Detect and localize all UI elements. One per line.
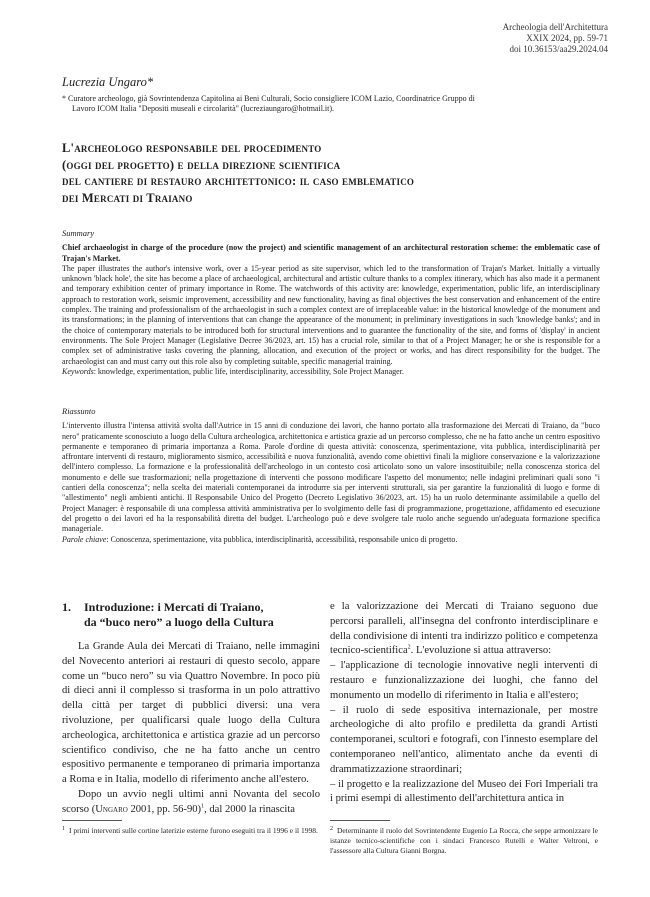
footnote-1 [62,826,320,836]
footnote-divider [62,820,122,821]
footnote-text: I primi interventi sulle cortine laterizie esterne furono eseguiti tra il 1996 e il 1998. [69,826,318,835]
riassunto-heading: Riassunto [62,406,96,416]
summary-text: The paper illustrates the author's intensive work, over a 15-year period as site supervisor, which led to the transformation of Trajan's Market. Initially a virtually unknown 'black hole', the site has become a place of archaeological, architectural and artistic culture thanks to a complex itinerary, which has also made it a permanent and temporary exhibition center of primary importance in Rome. The watchwords of this activity are: knowledge, experimentation, public life, an interdisciplinary approach to restoration work, seismic improvement, accessibility and new functionality, having as final objectives the best conservation and enhancement of the entire complex. The training and professionalism of the archaeologist in such a complex context are of irreplaceable value: in the historical knowledge of the monument and its transformations; in the planning of interventions that can change the appearance of the monument; in preliminary investigations in such 'knowledge banks'; and in the choice of contemporary materials to be introduced both for structural interventions and to guarantee the functionality of the site, and forms of 'display' in ancient environments. The Sole Project Manager (Legislative Decree 36/2023, art. 15) has a crucial role, similar to that of a Project Manager; he or she is responsible for a complex set of administrative tasks covering the planning, allocation, and execution of the project or works, and has direct responsibility for the budget. The archaeologist can and must carry out this role also by completing suitable, specific managerial training. [62,263,600,366]
list-item: – l'applicazione di tecnologie innovative negli interventi di restauro e funzionalizzazione dei luoghi, che fanno del monumento un modello di riferimento in Italia e all'estero; [330,660,598,701]
journal-volume: XXIX 2024, pp. 59-71 [526,33,608,43]
section-title-line: Introduzione: i Mercati di Traiano, [84,600,264,614]
footnote-ref[interactable]: 1 [201,803,205,810]
text-run: . L'evoluzione si attua attraverso: [410,645,552,657]
doi: doi 10.36153/aa29.2024.04 [509,44,608,54]
column-right [330,600,598,807]
summary-heading: Summary [62,228,95,238]
column-left [62,600,320,818]
summary-block [62,228,600,377]
section-heading [62,600,320,630]
summary-subtitle: Chief archaeologist in charge of the procedure (now the project) and scientific management of an architectural restoration scheme: the emblematic case of Trajan's Market. [62,243,600,263]
paragraph [330,600,598,659]
summary-body [62,264,600,377]
parole-chiave-text: : Conoscenza, sperimentazione, vita pubblica, interdisciplinarità, accessibilità, responsabile unico di progetto. [106,534,458,544]
text-run: Dopo un avvio negli ultimi anni Novanta del secolo scorso ( [62,788,320,815]
riassunto-text: L'intervento illustra l'intensa attività svolta dall'Autrice in 15 anni di conduzione dei lavori, che hanno portato alla trasformazione dei Mercati di Traiano, da "buco nero" praticamente sconosciuto a luogo della Cultura archeologica, architettonica e artistica grazie ad un percorso complesso, che ne ha fatto anche un centro espositivo permanente e temporaneo di primaria importanza a Roma. Parole d'ordine di questa attività: conoscenza, sperimentazione, vita pubblica, interdisciplinarità per affrontare interventi di restauro, miglioramento sismico, accessibilità e nuova funzionalità, avendo come obiettivi finali la migliore conservazione e la valorizzazione dell'intero complesso. La formazione e la professionalità dell'archeologo in un contesto così articolato sono un valore insostituibile; nella conoscenza storica del monumento e delle sue trasformazioni; nella progettazione di interventi che possono modificare l'aspetto del monumento; nelle indagini preliminari quali sono "i cantieri della conoscenza"; nella scelta dei materiali contemporanei da introdurre sia per interventi strutturali, sia per garantire la funzionalità di luogo e forme di "allestimento" negli ambienti antichi. Il Responsabile Unico del Progetto (Decreto Legislativo 36/2023, art. 15) ha un ruolo determinante assimilabile a quello del Project Manager: è responsabile di una complessa attività amministrativa per lo svolgimento delle fasi di programmazione, progettazione, affidamento ed esecuzione del progetto o dei lavori ed ha la responsabilità diretta del budget. L'archeologo può e deve svolgere tale ruolo anche seguendo un'adeguata formazione specifica manageriale. [62,421,600,534]
riassunto-body [62,421,600,545]
parole-chiave-label: Parole chiave [62,534,107,544]
paragraph: La Grande Aula dei Mercati di Traiano, nelle immagini del Novecento anteriori ai restauri di questo secolo, appare come un “buco nero” su via Quattro Novembre. In poco più di dieci anni il complesso si trasforma in un polo attrattivo della città per target di pubblici diversi: una vera rivoluzione, per qualificarsi quale luogo della Cultura archeologica, architettonica e artistica grazie ad un percorso scientifico condiviso, che ne ha fatto anche un centro espositivo permanente e temporaneo di primaria importanza a Roma e in Italia, modello di riferimento anche all'estero. [62,641,320,786]
keywords-label: Keywords [62,366,94,376]
list-item: – il progetto e la realizzazione del Museo dei Fori Imperiali tra i primi esempi di allestimento dell'architettura antica in [330,778,598,805]
section-number: 1. [62,600,71,614]
journal-name: Archeologia dell'Architettura [502,22,608,32]
footnote-number: 2 [330,825,333,832]
text-run: , dal 2000 la rinascita [204,803,295,815]
list-item: – il ruolo di sede espositiva internazionale, per mostre archeologiche di alto profilo e prediletta da grandi Artisti contemporanei, scultori e fotografi, con l'innesto esemplare del contemporaneo nell'antico, alimentato anche da eventi di drammatizzazione straordinari; [330,704,598,775]
citation-author: Ungaro [95,803,128,815]
paragraph [62,788,320,818]
title-line: dei Mercati di Traiano [62,190,193,205]
footnote-2 [330,826,598,856]
author-affiliation: * Curatore archeologo, già Sovrintendenza Capitolina ai Beni Culturali, Socio consigliere ICOM Lazio, Coordinatrice Gruppo di Lavoro ICOM Italia "Depositi museali e circolarità" (lucreziaungaro@hotmail.it). [62,94,475,113]
article-title [62,140,582,206]
text-run: 2001, pp. 56-90) [127,803,202,815]
riassunto-block [62,406,600,545]
footnote-ref[interactable]: 2 [407,644,411,651]
author-name: Lucrezia Ungaro* [62,75,154,89]
title-line: del cantiere di restauro architettonico: il caso emblematico [62,174,415,188]
section-title [84,600,274,630]
title-line: (oggi del progetto) e della direzione scientifica [62,157,341,172]
footnote-divider [330,820,390,821]
footnote-text: Determinante il ruolo del Sovrintendente Eugenio La Rocca, che seppe armonizzare le istanze tecnico-scientifiche con i sindaci Francesco Rutelli e Walter Veltroni, e l'assessore alla Cultura Gianni Borgna. [330,826,598,855]
section-title-line: da “buco nero” a luogo della Cultura [84,615,274,629]
keywords-text: : knowledge, experimentation, public life, interdisciplinarity, accessibility, Sole Project Manager. [93,366,404,376]
footnote-number: 1 [62,825,65,832]
title-line: L'archeologo responsabile del procedimento [62,141,322,155]
running-header [503,22,608,55]
text-run: e la valorizzazione dei Mercati di Traiano seguono due percorsi paralleli, all'insegna del confronto interdisciplinare e della condivisione di intenti tra indirizzo politico e competenza tecnico-scientifica [330,601,598,657]
